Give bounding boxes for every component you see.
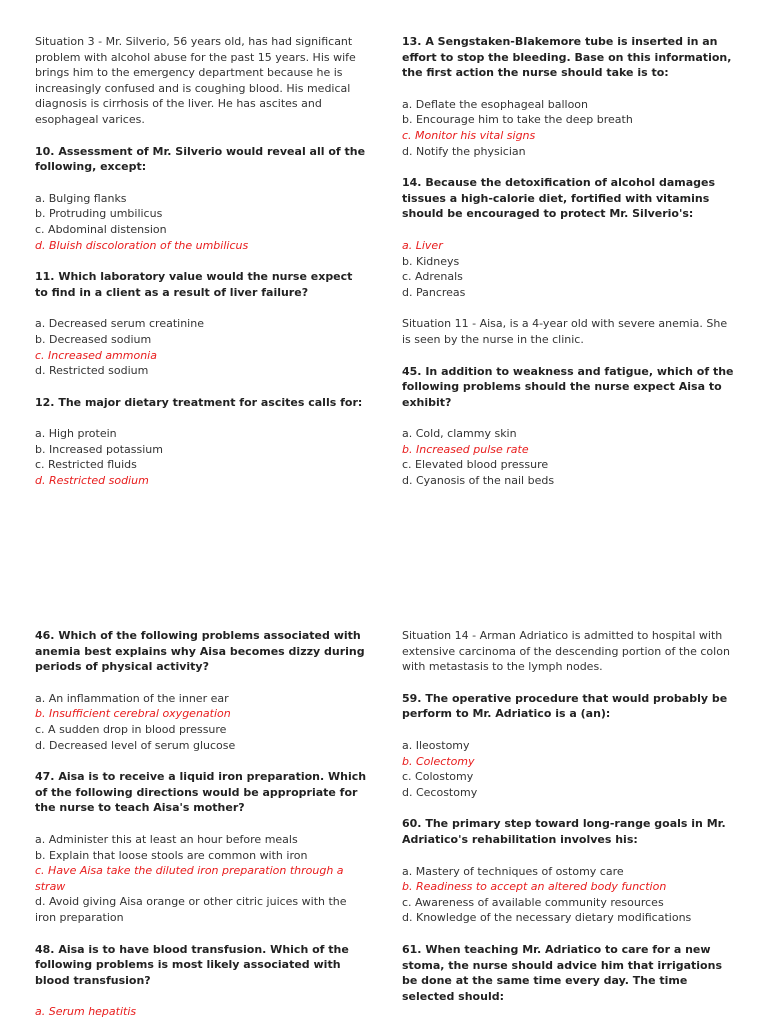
question-60: 60. The primary step toward long-range goals in Mr. Adriatico's rehabilitation involves his: [402, 817, 726, 846]
q11-option-c-answer: c. Increased ammonia [35, 348, 157, 362]
q45-option-d: d. Cyanosis of the nail beds [402, 474, 555, 488]
q45-option-a: a. Cold, clammy skin [402, 427, 517, 441]
page2-right-column [402, 628, 736, 1004]
q48-option-a-answer: a. Serum hepatitis [35, 1005, 137, 1019]
question-45: 45. In addition to weakness and fatigue, which of the following problems should the nurse expect Aisa to exhibit? [402, 364, 734, 409]
q59-option-d: d. Cecostomy [402, 785, 478, 799]
q46-option-c: c. A sudden drop in blood pressure [35, 722, 227, 736]
q47-option-d: d. Avoid giving Aisa orange or other citric juices with the iron preparation [35, 895, 347, 924]
q12-option-a: a. High protein [35, 427, 117, 441]
q12-option-c: c. Restricted fluids [35, 458, 137, 472]
q10-option-b: b. Protruding umbilicus [35, 207, 163, 221]
q47-option-a: a. Administer this at least an hour before meals [35, 832, 298, 846]
question-12: 12. The major dietary treatment for ascites calls for: [35, 395, 363, 409]
q11-option-b: b. Decreased sodium [35, 332, 152, 346]
q45-option-b-answer: b. Increased pulse rate [402, 442, 529, 456]
question-14: 14. Because the detoxification of alcohol damages tissues a high-calorie diet, fortified with vitamins should be encouraged to protect Mr. Silverio's: [402, 176, 716, 221]
question-48: 48. Aisa is to have blood transfusion. Which of the following problems is most likely associated with blood transfusion? [35, 942, 349, 987]
q13-option-b: b. Encourage him to take the deep breath [402, 113, 633, 127]
q14-option-a-answer: a. Liver [402, 238, 443, 252]
page1-right-column [402, 34, 736, 489]
question-61: 61. When teaching Mr. Adriatico to care for a new stoma, the nurse should advice him that irrigations be done at the same time every day. The time selected should: [402, 942, 722, 1003]
q60-option-d: d. Knowledge of the necessary dietary modifications [402, 911, 692, 925]
question-47: 47. Aisa is to receive a liquid iron preparation. Which of the following directions would be appropriate for the nurse to teach Aisa's mother? [35, 770, 367, 815]
q14-option-d: d. Pancreas [402, 285, 466, 299]
q10-option-d-answer: d. Bluish discoloration of the umbilicus [35, 238, 249, 252]
q59-option-c: c. Colostomy [402, 770, 474, 784]
q46-option-a: a. An inflammation of the inner ear [35, 691, 229, 705]
situation-11-intro: Situation 11 - Aisa, is a 4-year old with severe anemia. She is seen by the nurse in the clinic. [402, 317, 728, 346]
q60-option-c: c. Awareness of available community resources [402, 895, 664, 909]
q11-option-d: d. Restricted sodium [35, 364, 149, 378]
question-46: 46. Which of the following problems associated with anemia best explains why Aisa becomes dizzy during periods of physical activity? [35, 629, 365, 674]
q59-option-b-answer: b. Colectomy [402, 754, 475, 768]
question-11: 11. Which laboratory value would the nurse expect to find in a client as a result of liver failure? [35, 270, 353, 299]
question-59: 59. The operative procedure that would probably be perform to Mr. Adriatico is a (an): [402, 691, 728, 721]
q10-option-a: a. Bulging flanks [35, 191, 127, 205]
q45-option-c: c. Elevated blood pressure [402, 458, 549, 472]
q11-option-a: a. Decreased serum creatinine [35, 317, 204, 331]
q13-option-a: a. Deflate the esophageal balloon [402, 97, 589, 111]
q12-option-b: b. Increased potassium [35, 442, 163, 456]
situation-14-intro: Situation 14 - Arman Adriatico is admitted to hospital with extensive carcinoma of the descending portion of the colon with metastasis to the lymph nodes. [402, 629, 730, 674]
q14-option-c: c. Adrenals [402, 270, 463, 284]
q13-option-d: d. Notify the physician [402, 144, 526, 158]
q60-option-b-answer: b. Readiness to accept an altered body function [402, 880, 667, 894]
q60-option-a: a. Mastery of techniques of ostomy care [402, 864, 624, 878]
q47-option-c-answer: c. Have Aisa take the diluted iron preparation through a straw [35, 864, 344, 893]
page1-left-column [35, 34, 369, 489]
question-13: 13. A Sengstaken-BIakemore tube is inserted in an effort to stop the bleeding. Base on this information, the first action the nurse should take is to: [402, 35, 732, 80]
q13-option-c-answer: c. Monitor his vital signs [402, 128, 536, 142]
q12-option-d-answer: d. Restricted sodium [35, 474, 149, 488]
q59-option-a: a. Ileostomy [402, 738, 470, 752]
q46-option-b-answer: b. Insufficient cerebral oxygenation [35, 707, 231, 721]
q46-option-d: d. Decreased level of serum glucose [35, 738, 236, 752]
q14-option-b: b. Kidneys [402, 254, 460, 268]
question-10: 10. Assessment of Mr. Silverio would reveal all of the following, except: [35, 144, 366, 174]
page2-left-column [35, 628, 369, 1020]
q47-option-b: b. Explain that loose stools are common with iron [35, 848, 308, 862]
q10-option-c: c. Abdominal distension [35, 222, 167, 236]
situation-3-intro: Situation 3 - Mr. Silverio, 56 years old, has had significant problem with alcohol abuse for the past 15 years. His wife brings him to the emergency department because he is increasingly confused and is coughing blood. His medical diagnosis is cirrhosis of the liver. He has ascites and esophageal varices. [35, 35, 356, 126]
